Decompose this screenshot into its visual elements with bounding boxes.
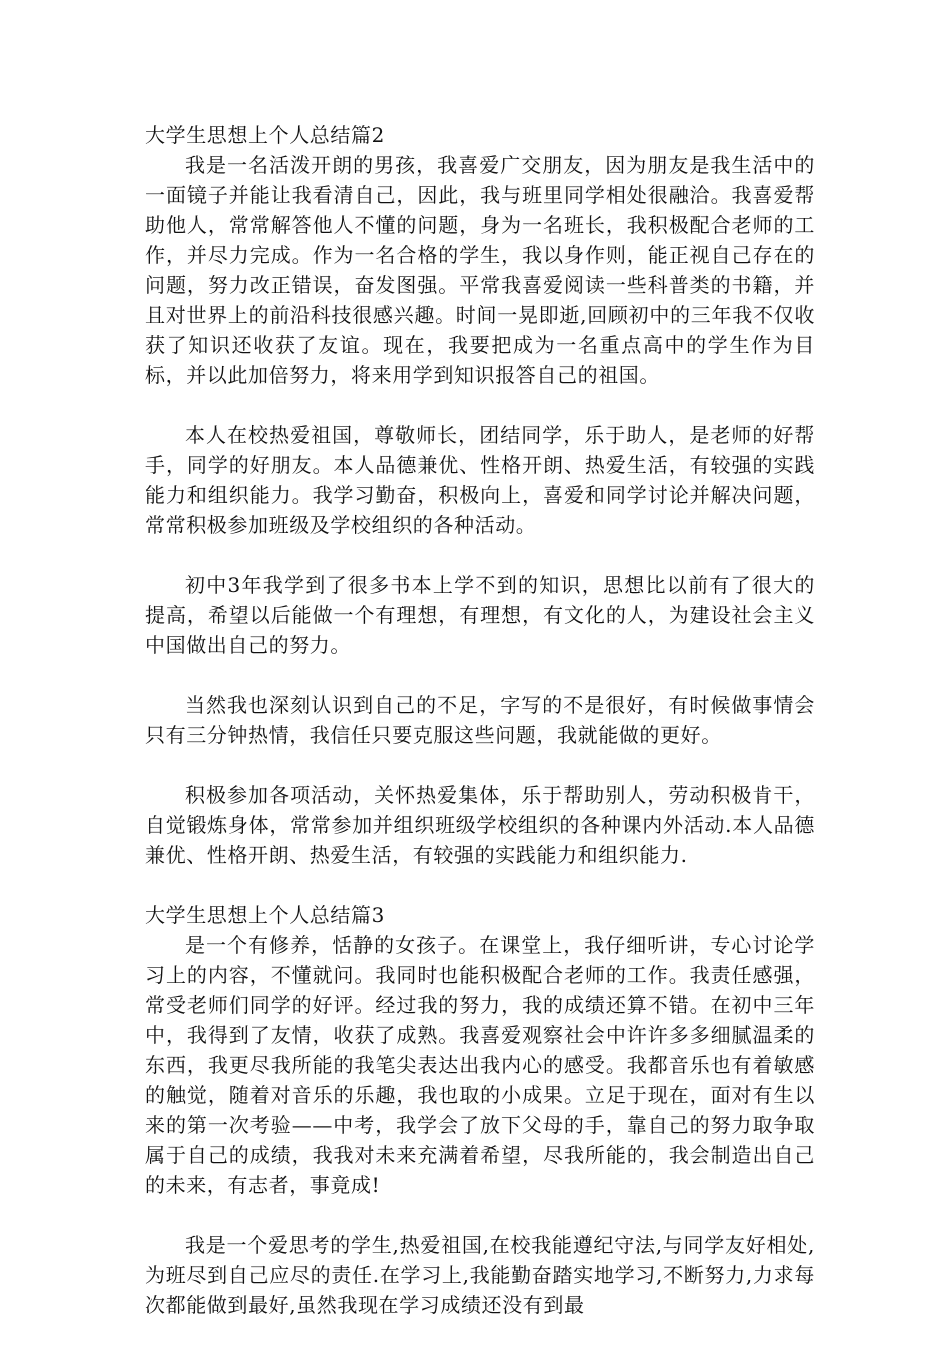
section2-paragraph-5: 积极参加各项活动，关怀热爱集体，乐于帮助别人，劳动积极肯干，自觉锻炼身体，常常参加并组织班级学校组织的各种课内外活动.本人品德兼优、性格开朗、热爱生活，有较强的实践能力和组织能力. xyxy=(145,783,815,867)
section2-paragraph-2: 本人在校热爱祖国，尊敬师长，团结同学，乐于助人，是老师的好帮手，同学的好朋友。本人品德兼优、性格开朗、热爱生活，有较强的实践能力和组织能力。我学习勤奋，积极向上，喜爱和同学讨论并解决问题，常常积极参加班级及学校组织的各种活动。 xyxy=(145,423,815,537)
section2-paragraph-3: 初中3年我学到了很多书本上学不到的知识，思想比以前有了很大的提高，希望以后能做一个有理想，有理想，有文化的人，为建设社会主义中国做出自己的努力。 xyxy=(145,573,815,657)
section2-paragraph-1: 我是一名活泼开朗的男孩，我喜爱广交朋友，因为朋友是我生活中的一面镜子并能让我看清自己，因此，我与班里同学相处很融洽。我喜爱帮助他人，常常解答他人不懂的问题，身为一名班长，我积极配合老师的工作，并尽力完成。作为一名合格的学生，我以身作则，能正视自己存在的问题，努力改正错误，奋发图强。平常我喜爱阅读一些科普类的书籍，并且对世界上的前沿科技很感兴趣。时间一晃即逝,回顾初中的三年我不仅收获了知识还收获了友谊。现在，我要把成为一名重点高中的学生作为目标，并以此加倍努力，将来用学到知识报答自己的祖国。 xyxy=(145,153,815,387)
section3-paragraph-2: 我是一个爱思考的学生,热爱祖国,在校我能遵纪守法,与同学友好相处,为班尽到自己应尽的责任.在学习上,我能勤奋踏实地学习,不断努力,力求每次都能做到最好,虽然我现在学习成绩还没有到最 xyxy=(145,1233,815,1317)
section3-paragraph-1: 是一个有修养，恬静的女孩子。在课堂上，我仔细听讲，专心讨论学习上的内容，不懂就问。我同时也能积极配合老师的工作。我责任感强，常受老师们同学的好评。经过我的努力，我的成绩还算不错。在初中三年中，我得到了友情，收获了成熟。我喜爱观察社会中许许多多细腻温柔的东西，我更尽我所能的我笔尖表达出我内心的感受。我都音乐也有着敏感的触觉，随着对音乐的乐趣，我也取的小成果。立足于现在，面对有生以来的第一次考验——中考，我学会了放下父母的手，靠自己的努力取争取属于自己的成绩，我我对未来充满着希望，尽我所能的，我会制造出自己的未来，有志者，事竟成! xyxy=(145,933,815,1197)
section2-paragraph-4: 当然我也深刻认识到自己的不足，字写的不是很好，有时候做事情会只有三分钟热情，我信任只要克服这些问题，我就能做的更好。 xyxy=(145,693,815,747)
section-heading-3: 大学生思想上个人总结篇3 xyxy=(145,903,385,927)
document-page xyxy=(145,120,815,1350)
section-heading-2: 大学生思想上个人总结篇2 xyxy=(145,123,385,147)
